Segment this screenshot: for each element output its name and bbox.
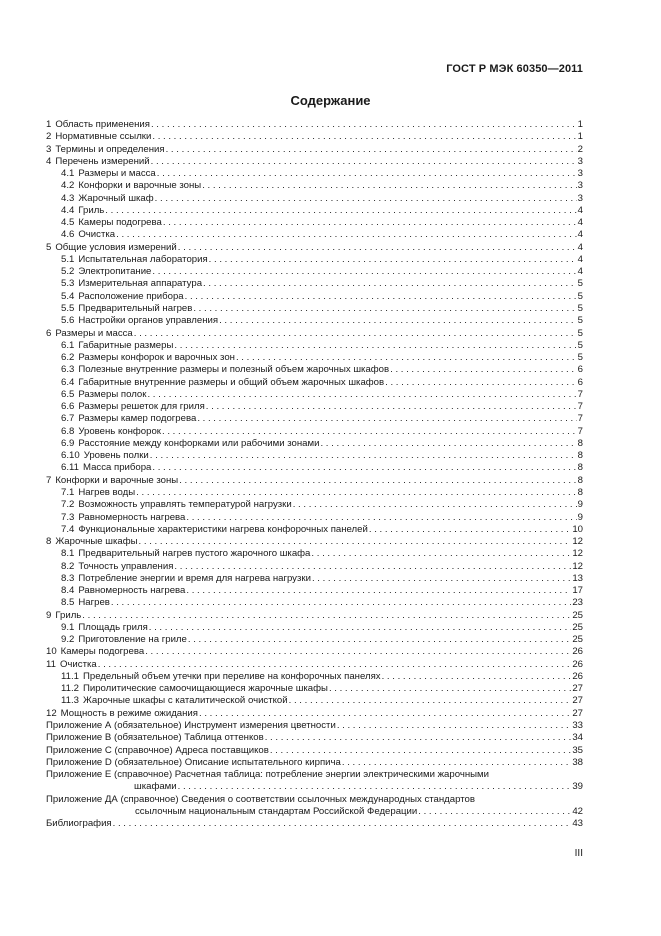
toc-entry bbox=[46, 254, 583, 266]
toc-entry-number: 5.4 bbox=[61, 290, 75, 302]
toc-entry-number: 4.3 bbox=[61, 192, 75, 204]
toc-entry-title: Конфорки и варочные зоны bbox=[55, 474, 179, 486]
toc-entry-number: 9 bbox=[46, 609, 52, 621]
toc-entry-page: 35 bbox=[572, 744, 583, 756]
toc-entry-title: Точность управления bbox=[78, 560, 174, 572]
toc-entry-title: Пиролитические самоочищающиеся жарочные шкафы bbox=[82, 683, 328, 695]
toc-entry bbox=[46, 695, 583, 707]
toc-entry bbox=[46, 266, 583, 278]
toc-entry-title: Очистка bbox=[59, 658, 97, 670]
toc-leader-dots bbox=[270, 745, 571, 757]
toc-leader-dots bbox=[193, 303, 576, 315]
toc-entry-line bbox=[46, 794, 583, 806]
toc-entry-continuation bbox=[46, 781, 583, 793]
toc-entry-page: 5 bbox=[577, 327, 583, 339]
toc-entry-page: 4 bbox=[577, 266, 583, 278]
toc-entry bbox=[46, 340, 583, 352]
toc-leader-dots bbox=[199, 708, 571, 720]
toc-leader-dots bbox=[342, 757, 571, 769]
toc-entry-number: 5.5 bbox=[61, 302, 75, 314]
toc-entry-page: 5 bbox=[577, 290, 583, 302]
toc-entry-title: Электропитание bbox=[78, 266, 152, 278]
toc-entry-number: 7.4 bbox=[61, 523, 75, 535]
toc-leader-dots bbox=[166, 144, 577, 156]
toc-entry bbox=[46, 597, 583, 609]
toc-entry-number: 4.6 bbox=[61, 229, 75, 241]
toc-leader-dots bbox=[188, 634, 571, 646]
toc-entry bbox=[46, 622, 583, 634]
toc-entry-number: 8.1 bbox=[61, 548, 75, 560]
toc-entry-title: Приложение Е (справочное) Расчетная таблица: потребление энергии электрическими жарочными bbox=[46, 769, 489, 781]
toc-entry-title: Габаритные внутренние размеры и общий объем жарочных шкафов bbox=[78, 376, 385, 388]
toc-entry-number: 6.11 bbox=[61, 462, 79, 474]
toc-entry-title: Нагрев воды bbox=[78, 486, 136, 498]
toc-leader-dots bbox=[149, 622, 572, 634]
toc-entry-number: 1 bbox=[46, 119, 52, 130]
toc-entry bbox=[46, 720, 583, 732]
toc-entry-title: Масса прибора bbox=[82, 462, 152, 474]
toc-leader-dots bbox=[178, 781, 572, 793]
toc-leader-dots bbox=[311, 548, 571, 560]
toc-entry-title: Приложение В (обязательное) Таблица оттенков bbox=[46, 732, 264, 744]
toc-entry bbox=[46, 389, 583, 401]
toc-entry-page: 5 bbox=[577, 352, 583, 364]
toc-leader-dots bbox=[312, 573, 571, 585]
toc-entry bbox=[46, 745, 583, 757]
toc-entry-title: Нагрев bbox=[78, 597, 110, 609]
toc-entry bbox=[46, 193, 583, 205]
page-title: Содержание bbox=[290, 93, 371, 108]
toc-entry-number: 5.1 bbox=[61, 253, 75, 265]
toc-entry bbox=[46, 536, 583, 548]
toc-entry-title: Равномерность нагрева bbox=[78, 585, 186, 597]
toc-entry-page: 8 bbox=[577, 486, 583, 498]
toc-entry-page: 8 bbox=[577, 437, 583, 449]
toc-entry-page: 43 bbox=[572, 818, 583, 830]
toc-entry-page: 17 bbox=[572, 585, 583, 597]
toc-leader-dots bbox=[174, 340, 576, 352]
toc-entry-number: 3 bbox=[46, 143, 52, 155]
toc-leader-dots bbox=[219, 315, 577, 327]
toc-entry-title: Настройки органов управления bbox=[78, 315, 219, 327]
toc-entry-page: 12 bbox=[572, 536, 583, 548]
toc-leader-dots bbox=[136, 487, 577, 499]
toc-entry-number: 5.2 bbox=[61, 266, 75, 278]
toc-entry-title: Очистка bbox=[78, 229, 116, 241]
toc-entry-page: 8 bbox=[577, 450, 583, 462]
toc-entry-page: 25 bbox=[572, 621, 583, 633]
toc-entry bbox=[46, 818, 583, 830]
toc-entry-page: 13 bbox=[572, 572, 583, 584]
toc-entry-page: 23 bbox=[572, 597, 583, 609]
toc-entry-page: 25 bbox=[572, 609, 583, 621]
toc-entry bbox=[46, 683, 583, 695]
toc-entry bbox=[46, 634, 583, 646]
toc-leader-dots bbox=[289, 695, 572, 707]
toc-leader-dots bbox=[186, 512, 576, 524]
toc-entry-number: 11 bbox=[46, 658, 56, 670]
toc-leader-dots bbox=[385, 377, 577, 389]
toc-entry-title: Приложение ДА (справочное) Сведения о соответствии ссылочных международных стандартов bbox=[46, 793, 475, 805]
toc-entry-page: 12 bbox=[572, 560, 583, 572]
toc-entry-number: 8.3 bbox=[61, 572, 75, 584]
toc-entry bbox=[46, 646, 583, 658]
toc-entry-number: 6.7 bbox=[61, 413, 75, 425]
toc-entry-number: 6.5 bbox=[61, 388, 75, 400]
toc-entry bbox=[46, 401, 583, 413]
toc-entry-title: Область применения bbox=[55, 119, 150, 130]
toc-entry-page: 5 bbox=[577, 278, 583, 290]
toc-entry-number: 2 bbox=[46, 131, 52, 143]
toc-entry bbox=[46, 364, 583, 376]
toc-entry-line bbox=[46, 769, 583, 781]
toc-entry-page: 7 bbox=[577, 388, 583, 400]
toc-entry-page: 26 bbox=[572, 646, 583, 658]
toc-leader-dots bbox=[139, 536, 572, 548]
toc-entry-number: 6.10 bbox=[61, 450, 80, 462]
toc-entry bbox=[46, 229, 583, 241]
toc-entry bbox=[46, 328, 583, 340]
toc-entry-page: 7 bbox=[577, 425, 583, 437]
toc-entry-number: 6 bbox=[46, 327, 52, 339]
toc-entry-title: Габаритные размеры bbox=[78, 339, 174, 351]
toc-leader-dots bbox=[147, 389, 576, 401]
toc-entry-number: 4.5 bbox=[61, 217, 75, 229]
toc-entry bbox=[46, 671, 583, 683]
toc-entry bbox=[46, 475, 583, 487]
toc-entry-title-cont: ссылочным национальным стандартам Российской Федерации bbox=[135, 805, 418, 817]
toc-entry bbox=[46, 659, 583, 671]
toc-entry-page: 6 bbox=[577, 364, 583, 376]
toc-entry-page: 3 bbox=[577, 192, 583, 204]
toc-leader-dots bbox=[105, 205, 576, 217]
toc-entry-page: 42 bbox=[572, 805, 583, 817]
toc-entry-page: 7 bbox=[577, 401, 583, 413]
toc-entry-number: 4.4 bbox=[61, 204, 75, 216]
toc-entry-page: 27 bbox=[572, 707, 583, 719]
toc-leader-dots bbox=[382, 671, 572, 683]
toc-entry-number: 6.8 bbox=[61, 425, 75, 437]
toc-entry-title: Равномерность нагрева bbox=[78, 511, 186, 523]
toc-leader-dots bbox=[369, 524, 571, 536]
toc-leader-dots bbox=[337, 720, 572, 732]
toc-entry-number: 8.2 bbox=[61, 560, 75, 572]
toc-entry-number: 6.4 bbox=[61, 376, 75, 388]
toc-entry-title: Жарочные шкафы с каталитической очисткой bbox=[82, 695, 288, 707]
toc-entry-page: 3 bbox=[577, 168, 583, 180]
toc-entry-title: Конфорки и варочные зоны bbox=[78, 180, 202, 192]
toc-leader-dots bbox=[155, 193, 577, 205]
toc-entry-title: Библиография bbox=[46, 818, 112, 830]
toc-entry-page: 12 bbox=[572, 548, 583, 560]
toc-entry-page: 8 bbox=[577, 462, 583, 474]
toc-entry-title: Приложение D (обязательное) Описание испытательного кирпича bbox=[46, 756, 341, 768]
toc-entry-title: Предварительный нагрев bbox=[78, 302, 193, 314]
toc-entry bbox=[46, 303, 583, 315]
toc-leader-dots bbox=[174, 561, 571, 573]
toc-leader-dots bbox=[418, 806, 571, 818]
toc-entry-number: 12 bbox=[46, 707, 57, 719]
toc-entry bbox=[46, 156, 583, 168]
toc-entry-title: Размеры камер подогрева bbox=[78, 413, 197, 425]
toc-entry-page: 7 bbox=[577, 413, 583, 425]
toc-entry-number: 4.1 bbox=[61, 168, 75, 180]
toc-entry-page: 1 bbox=[577, 131, 583, 143]
toc-entry-title: Расположение прибора bbox=[78, 290, 184, 302]
toc-entry bbox=[46, 524, 583, 536]
toc-entry-title: Камеры подогрева bbox=[60, 646, 145, 658]
toc-entry-number: 7.1 bbox=[61, 486, 75, 498]
toc-entry-number: 5 bbox=[46, 241, 52, 253]
table-of-contents bbox=[46, 119, 583, 830]
toc-entry bbox=[46, 450, 583, 462]
toc-entry-title: Приготовление на гриле bbox=[78, 634, 187, 646]
toc-entry bbox=[46, 610, 583, 622]
toc-entry bbox=[46, 499, 583, 511]
toc-entry-title: Расстояние между конфорками или рабочими зонами bbox=[78, 437, 320, 449]
toc-entry-title: Перечень измерений bbox=[55, 155, 150, 167]
toc-entry-title: Жарочный шкаф bbox=[78, 192, 154, 204]
toc-entry-number: 8 bbox=[46, 536, 52, 548]
toc-entry-title: Возможность управлять температурой нагрузки bbox=[78, 499, 292, 511]
toc-leader-dots bbox=[163, 217, 577, 229]
toc-entry bbox=[46, 205, 583, 217]
toc-entry bbox=[46, 131, 583, 143]
toc-entry bbox=[46, 426, 583, 438]
toc-entry-number: 8.5 bbox=[61, 597, 75, 609]
toc-entry-number: 6.3 bbox=[61, 364, 75, 376]
toc-entry-title: Измерительная аппаратура bbox=[78, 278, 203, 290]
toc-entry bbox=[46, 438, 583, 450]
toc-entry-page: 4 bbox=[577, 217, 583, 229]
toc-entry-title: Уровень конфорок bbox=[78, 425, 162, 437]
toc-leader-dots bbox=[209, 254, 577, 266]
toc-entry bbox=[46, 217, 583, 229]
toc-leader-dots bbox=[151, 156, 577, 168]
toc-entry bbox=[46, 144, 583, 156]
toc-leader-dots bbox=[236, 352, 577, 364]
toc-leader-dots bbox=[293, 499, 577, 511]
toc-entry-title-cont: шкафами bbox=[134, 781, 177, 793]
toc-entry bbox=[46, 119, 583, 131]
toc-entry-title: Термины и определения bbox=[55, 143, 165, 155]
toc-entry-page: 1 bbox=[577, 119, 583, 130]
toc-entry-title: Нормативные ссылки bbox=[55, 131, 152, 143]
toc-entry bbox=[46, 413, 583, 425]
toc-entry bbox=[46, 242, 583, 254]
toc-entry-page: 4 bbox=[577, 229, 583, 241]
toc-leader-dots bbox=[111, 597, 571, 609]
toc-leader-dots bbox=[185, 291, 577, 303]
toc-leader-dots bbox=[179, 475, 576, 487]
toc-leader-dots bbox=[203, 278, 577, 290]
toc-leader-dots bbox=[197, 413, 576, 425]
toc-leader-dots bbox=[145, 646, 571, 658]
toc-entry-title: Размеры полок bbox=[78, 388, 147, 400]
toc-leader-dots bbox=[116, 229, 577, 241]
toc-entry-number: 9.2 bbox=[61, 634, 75, 646]
toc-entry bbox=[46, 512, 583, 524]
toc-entry bbox=[46, 377, 583, 389]
toc-leader-dots bbox=[82, 610, 571, 622]
toc-entry-page: 33 bbox=[572, 720, 583, 732]
toc-entry-title: Предварительный нагрев пустого жарочного шкафа bbox=[78, 548, 311, 560]
toc-entry-number: 9.1 bbox=[61, 621, 75, 633]
toc-entry-continuation bbox=[46, 806, 583, 818]
toc-entry bbox=[46, 585, 583, 597]
toc-entry-number: 7 bbox=[46, 474, 52, 486]
toc-leader-dots bbox=[113, 818, 572, 830]
toc-entry-number: 11.1 bbox=[61, 670, 79, 682]
toc-entry-number: 6.9 bbox=[61, 437, 75, 449]
toc-entry-number: 7.3 bbox=[61, 511, 75, 523]
toc-entry-title: Функциональные характеристики нагрева конфорочных панелей bbox=[78, 523, 368, 535]
toc-entry-page: 3 bbox=[577, 180, 583, 192]
toc-entry-title: Мощность в режиме ожидания bbox=[60, 707, 198, 719]
toc-entry-page: 5 bbox=[577, 302, 583, 314]
toc-leader-dots bbox=[186, 585, 571, 597]
toc-entry bbox=[46, 168, 583, 180]
toc-entry-title: Размеры и масса bbox=[55, 327, 133, 339]
toc-entry-page: 4 bbox=[577, 253, 583, 265]
toc-leader-dots bbox=[329, 683, 571, 695]
toc-leader-dots bbox=[390, 364, 577, 376]
toc-entry-page: 6 bbox=[577, 376, 583, 388]
toc-leader-dots bbox=[178, 242, 577, 254]
toc-entry-number: 11.3 bbox=[61, 695, 79, 707]
toc-leader-dots bbox=[157, 168, 577, 180]
toc-entry-number: 6.1 bbox=[61, 339, 75, 351]
toc-entry-page: 34 bbox=[572, 732, 583, 744]
toc-leader-dots bbox=[206, 401, 577, 413]
toc-entry-number: 5.3 bbox=[61, 278, 75, 290]
toc-leader-dots bbox=[98, 659, 572, 671]
toc-entry bbox=[46, 708, 583, 720]
toc-entry bbox=[46, 561, 583, 573]
toc-entry bbox=[46, 462, 583, 474]
toc-entry-title: Размеры конфорок и варочных зон bbox=[78, 352, 235, 364]
toc-entry-title: Уровень полки bbox=[83, 450, 149, 462]
toc-entry-page: 27 bbox=[572, 683, 583, 695]
toc-entry-page: 27 bbox=[572, 695, 583, 707]
toc-entry-page: 25 bbox=[572, 634, 583, 646]
toc-leader-dots bbox=[134, 328, 577, 340]
page-number: III bbox=[574, 848, 583, 859]
toc-entry-title: Камеры подогрева bbox=[78, 217, 162, 229]
toc-entry-title: Испытательная лаборатория bbox=[78, 253, 208, 265]
toc-entry-title: Приложение А (обязательное) Инструмент измерения цветности bbox=[46, 720, 336, 732]
toc-entry-title: Размеры решеток для гриля bbox=[78, 401, 205, 413]
toc-entry-page: 9 bbox=[577, 499, 583, 511]
toc-leader-dots bbox=[151, 119, 577, 131]
toc-leader-dots bbox=[152, 266, 576, 278]
toc-entry-title: Гриль bbox=[55, 609, 82, 621]
toc-entry-page: 5 bbox=[577, 315, 583, 327]
toc-leader-dots bbox=[150, 450, 577, 462]
toc-entry-number: 7.2 bbox=[61, 499, 75, 511]
toc-entry-page: 8 bbox=[577, 474, 583, 486]
toc-entry-page: 5 bbox=[577, 339, 583, 351]
toc-entry-title: Полезные внутренние размеры и полезный объем жарочных шкафов bbox=[78, 364, 390, 376]
toc-entry-number: 6.2 bbox=[61, 352, 75, 364]
toc-entry-page: 3 bbox=[577, 155, 583, 167]
toc-entry bbox=[46, 278, 583, 290]
toc-entry bbox=[46, 352, 583, 364]
toc-entry-page: 26 bbox=[572, 670, 583, 682]
toc-entry-page: 4 bbox=[577, 241, 583, 253]
toc-entry-title: Приложение С (справочное) Адреса поставщиков bbox=[46, 744, 269, 756]
toc-entry-number: 10 bbox=[46, 646, 57, 658]
toc-entry-number: 11.2 bbox=[61, 683, 79, 695]
toc-entry bbox=[46, 291, 583, 303]
toc-entry-title: Общие условия измерений bbox=[55, 241, 177, 253]
toc-entry-title: Потребление энергии и время для нагрева нагрузки bbox=[78, 572, 311, 584]
toc-entry-title: Размеры и масса bbox=[78, 168, 156, 180]
toc-entry-number: 4 bbox=[46, 155, 52, 167]
toc-entry-page: 4 bbox=[577, 204, 583, 216]
toc-entry bbox=[46, 315, 583, 327]
toc-entry bbox=[46, 757, 583, 769]
toc-entry-number: 5.6 bbox=[61, 315, 75, 327]
toc-entry-page: 2 bbox=[577, 143, 583, 155]
toc-entry-title: Площадь гриля bbox=[78, 621, 148, 633]
toc-entry-title: Предельный объем утечки при переливе на конфорочных панелях bbox=[82, 670, 381, 682]
toc-leader-dots bbox=[202, 180, 576, 192]
toc-entry-page: 39 bbox=[572, 781, 583, 793]
toc-leader-dots bbox=[152, 131, 576, 143]
toc-entry-page: 9 bbox=[577, 511, 583, 523]
toc-entry bbox=[46, 573, 583, 585]
document-code: ГОСТ Р МЭК 60350—2011 bbox=[446, 63, 583, 75]
toc-leader-dots bbox=[320, 438, 576, 450]
toc-leader-dots bbox=[265, 732, 572, 744]
toc-entry-title: Гриль bbox=[78, 204, 105, 216]
toc-entry-number: 4.2 bbox=[61, 180, 75, 192]
toc-entry bbox=[46, 732, 583, 744]
toc-leader-dots bbox=[152, 462, 576, 474]
toc-leader-dots bbox=[162, 426, 577, 438]
toc-entry-page: 26 bbox=[572, 658, 583, 670]
toc-entry bbox=[46, 548, 583, 560]
toc-entry-page: 10 bbox=[572, 523, 583, 535]
toc-entry bbox=[46, 180, 583, 192]
toc-entry-page: 38 bbox=[572, 756, 583, 768]
toc-entry-title: Жарочные шкафы bbox=[55, 536, 138, 548]
toc-entry-number: 8.4 bbox=[61, 585, 75, 597]
toc-entry-number: 6.6 bbox=[61, 401, 75, 413]
toc-entry bbox=[46, 487, 583, 499]
